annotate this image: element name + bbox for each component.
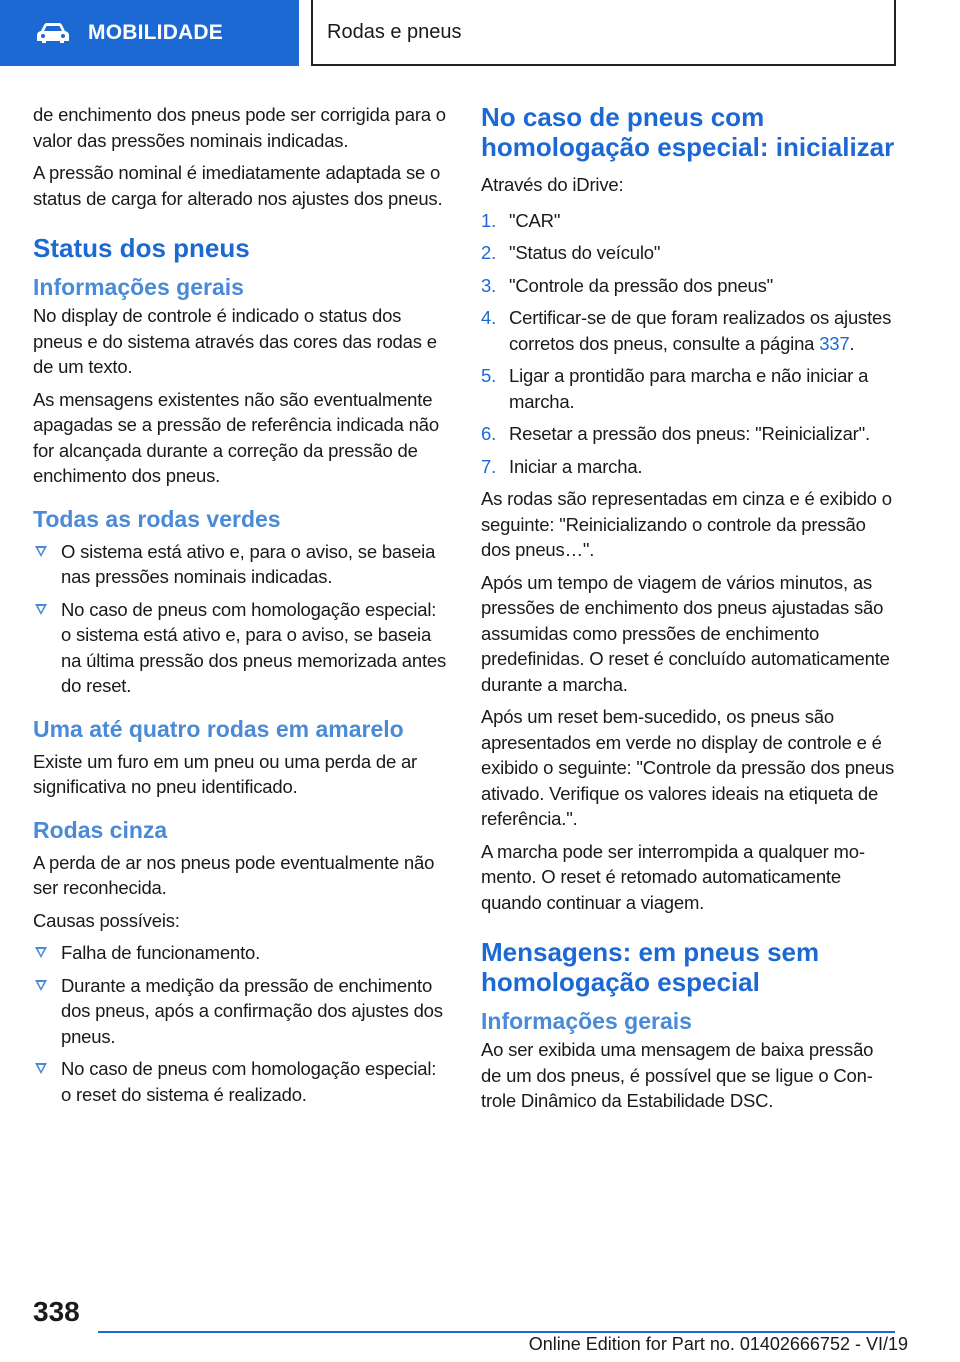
step-item: 4. Certificar-se de que foram realizados os ajustes corretos dos pneus, consulte a página 337. <box>481 307 892 354</box>
subheading-rodas-cinza: Rodas cinza <box>33 816 168 843</box>
footer-divider <box>98 1331 895 1333</box>
paragraph: No display de controle é indicado o status dos pneus e do sistema através das cores das rodas e de um texto. <box>33 305 437 377</box>
triangle-bullet-icon <box>35 947 47 958</box>
paragraph: A marcha pode ser interrompida a qualquer momento. O reset é retomado automaticamente quando continuar a viagem. <box>481 840 866 913</box>
paragraph: As mensagens existentes não são eventualmente apagadas se a pressão de referência indicada não for alcançada durante a correção da pressão de enchimento dos pneus. <box>33 388 439 486</box>
chapter-title: Rodas e pneus <box>327 20 462 43</box>
paragraph: As rodas são representadas em cinza e é exibido o seguinte: "Reinicializando o controle da pressão dos pneus…". <box>481 488 892 560</box>
paragraph: Ao ser exibida uma mensagem de baixa pressão de um dos pneus, é possível que se ligue o Controle Dinâmico da Estabilidade DSC. <box>481 1039 874 1111</box>
triangle-bullet-icon <box>35 604 47 615</box>
paragraph: Existe um furo em um pneu ou uma perda de ar significativa no pneu identificado. <box>33 750 418 797</box>
step-item: 1. "CAR" <box>481 208 895 234</box>
right-column <box>481 102 895 1121</box>
chapter-title-box <box>311 0 896 66</box>
heading-mensagens: Mensagens: em pneus sem homologação especial <box>481 937 820 997</box>
triangle-bullet-icon <box>35 1063 47 1074</box>
step-number: 2. <box>481 242 497 263</box>
step-number: 7. <box>481 455 497 477</box>
subheading-rodas-amarelo: Uma até quatro rodas em amarelo <box>33 715 404 742</box>
triangle-bullet-icon <box>35 980 47 991</box>
triangle-bullet-icon <box>35 546 47 557</box>
step-item: 2. "Status do veículo" <box>481 240 895 266</box>
heading-inicializar: No caso de pneus com homologação especial: inicializar <box>481 102 895 162</box>
step-number: 6. <box>481 423 497 444</box>
step-number: 5. <box>481 365 497 386</box>
step-number: 3. <box>481 274 497 296</box>
left-column <box>33 102 447 1117</box>
paragraph: Após um reset bem-sucedido, os pneus são apresentados em verde no display de controle e é exibido o seguinte: "Controle da pressão dos pneus ativado. Verifique os valores ideais na etiqueta de referência.". <box>481 706 895 829</box>
steps-list <box>481 208 895 480</box>
edition-note: Online Edition for Part no. 01402666752 - VI/19 <box>528 1334 908 1354</box>
subheading-informacoes-gerais: Informações gerais <box>481 1008 692 1034</box>
step-number: 4. <box>481 307 497 328</box>
list-item: Falha de funcionamento. <box>33 940 447 966</box>
page-header <box>0 0 960 66</box>
section-tab[interactable] <box>0 0 299 66</box>
step-number: 1. <box>481 209 497 231</box>
green-list <box>33 539 447 699</box>
gray-list <box>33 940 447 1107</box>
page-number: 338 <box>33 1296 80 1327</box>
paragraph: Após um tempo de viagem de vários minutos, as pressões de enchimento dos pneus ajustadas são assumidas como pressões de enchimento predefinidas. O reset é concluído automaticamente durante a marcha. <box>481 571 890 695</box>
heading-status-pneus: Status dos pneus <box>33 233 250 263</box>
paragraph: A pressão nominal é imediatamente adaptada se o status de carga for alterado nos ajustes dos pneus. <box>33 162 443 209</box>
paragraph: Causas possíveis: <box>33 909 180 931</box>
car-icon <box>36 22 70 44</box>
paragraph: A perda de ar nos pneus pode eventualmente não ser reconhecida. <box>33 851 435 898</box>
subheading-informacoes-gerais: Informações gerais <box>33 274 244 300</box>
step-item: 5. Ligar a prontidão para marcha e não iniciar a marcha. <box>481 365 869 412</box>
list-item: No caso de pneus com homologação especial: o reset do sistema é realizado. <box>33 1056 447 1107</box>
step-item: 7. Iniciar a marcha. <box>481 454 895 480</box>
paragraph: Através do iDrive: <box>481 174 624 195</box>
list-item: Durante a medição da pressão de enchimento dos pneus, após a confirmação dos ajustes dos pneus. <box>33 973 447 1050</box>
section-label: MOBILIDADE <box>88 21 223 44</box>
step-item: 3. "Controle da pressão dos pneus" <box>481 273 895 299</box>
step-item: 6. Resetar a pressão dos pneus: "Reinicializar". <box>481 421 895 447</box>
paragraph: de enchimento dos pneus pode ser corrigida para o valor das pressões nominais indicadas. <box>33 104 446 151</box>
list-item: No caso de pneus com homologação especial: o sistema está ativo e, para o aviso, se baseia na última pressão dos pneus memorizada antes do reset. <box>33 597 447 699</box>
subheading-rodas-verdes: Todas as rodas verdes <box>33 505 281 532</box>
page-link[interactable]: 337 <box>819 332 850 354</box>
list-item: O sistema está ativo e, para o aviso, se baseia nas pressões nominais indicadas. <box>33 539 447 590</box>
